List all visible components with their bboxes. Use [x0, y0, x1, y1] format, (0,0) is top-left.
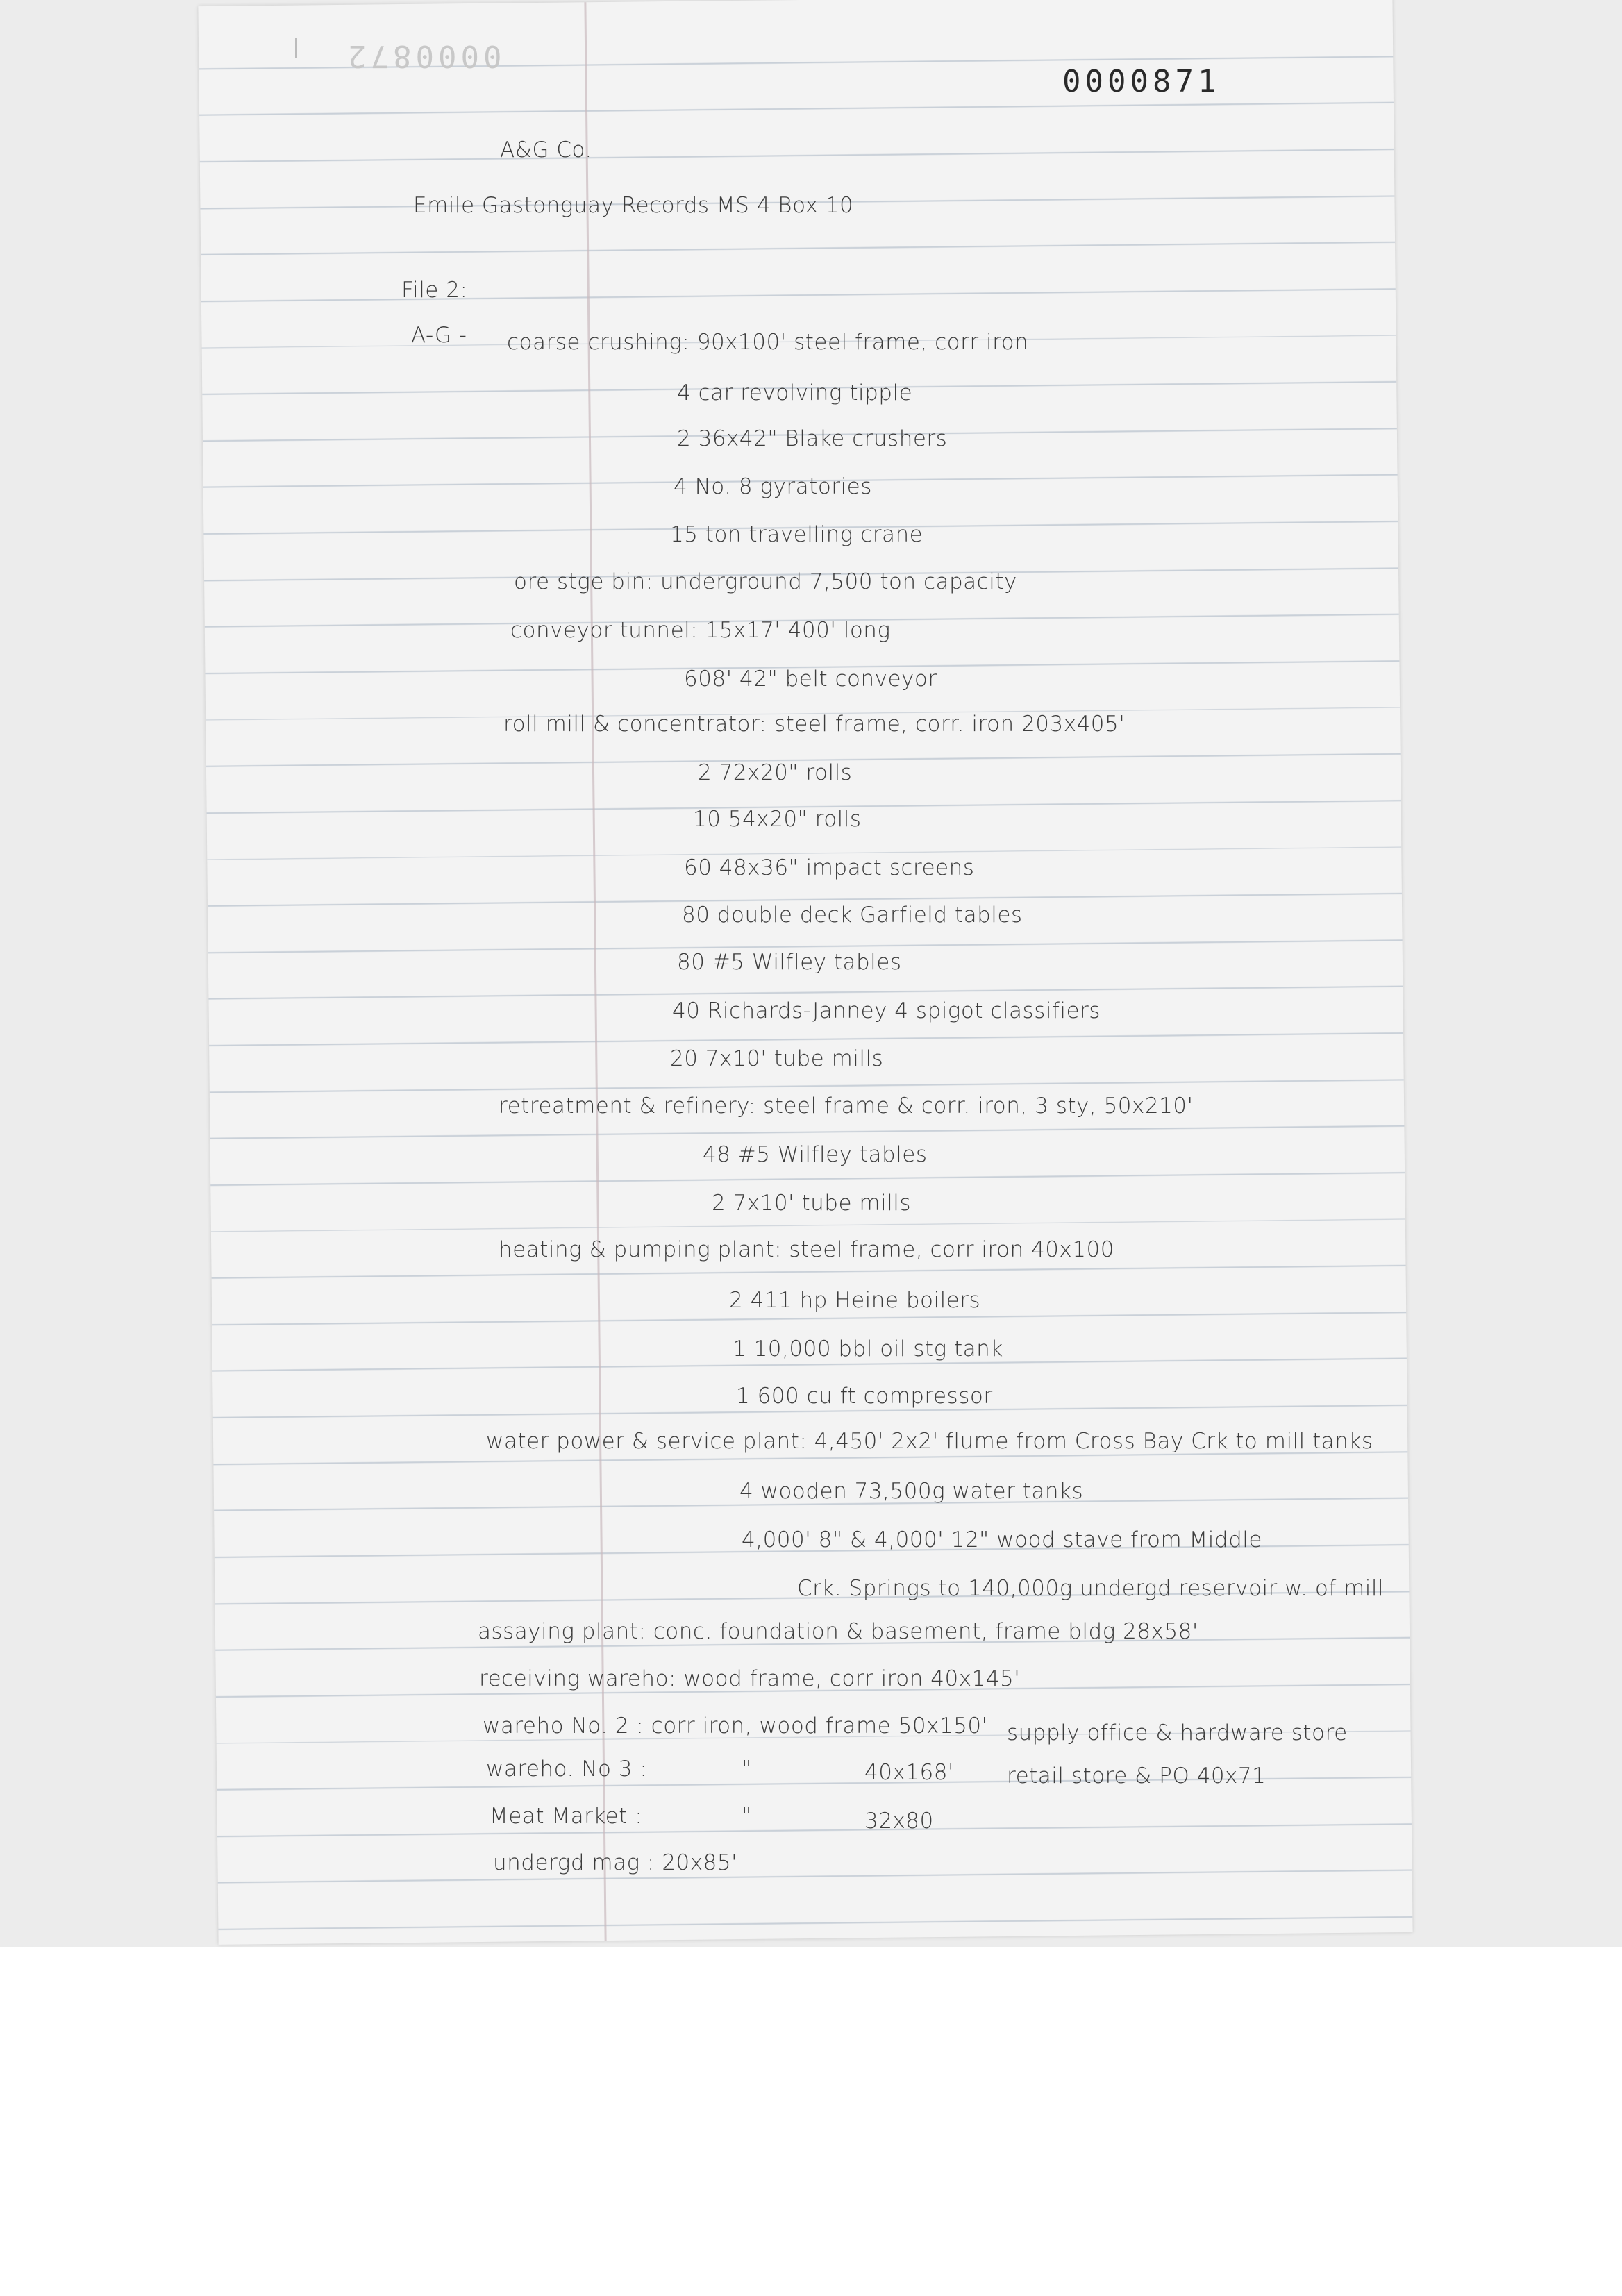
note-line: retreatment & refinery: steel frame & corr. iron, 3 sty, 50x210'	[499, 1093, 1194, 1118]
note-line: 10 54x20" rolls	[693, 807, 862, 832]
note-line: 4 No. 8 gyratories	[674, 474, 872, 499]
scan-mark	[295, 38, 297, 58]
note-line: heating & pumping plant: steel frame, corr iron 40x100	[499, 1237, 1114, 1262]
note-line: 608' 42" belt conveyor	[684, 667, 937, 692]
note-line: 60 48x36" impact screens	[684, 855, 975, 880]
note-line: 2 36x42" Blake crushers	[677, 426, 948, 451]
note-line: 20 7x10' tube mills	[670, 1046, 884, 1071]
section-label: A-G -	[411, 323, 467, 348]
note-line: 40 Richards-Janney 4 spigot classifiers	[672, 998, 1101, 1023]
note-line: undergd mag : 20x85'	[493, 1850, 738, 1875]
margin-rule	[584, 2, 606, 1941]
note-line: 80 double deck Garfield tables	[682, 903, 1023, 928]
note-line: 4 car revolving tipple	[677, 380, 913, 405]
ditto-mark: "	[742, 1757, 752, 1782]
document-stamp-number: 0000871	[1062, 64, 1221, 99]
note-line: supply office & hardware store	[1007, 1720, 1348, 1745]
records-heading: Emile Gastonguay Records MS 4 Box 10	[413, 193, 854, 218]
note-line: 4 wooden 73,500g water tanks	[739, 1479, 1084, 1504]
note-line: 48 #5 Wilfley tables	[703, 1142, 928, 1167]
note-line: Crk. Springs to 140,000g undergd reservoir w. of mill	[797, 1576, 1385, 1601]
note-line: 1 600 cu ft compressor	[736, 1384, 993, 1409]
note-line: roll mill & concentrator: steel frame, corr. iron 203x405'	[503, 712, 1126, 737]
company-name: A&G Co.	[500, 137, 592, 162]
note-line: receiving wareho: wood frame, corr iron 40x145'	[479, 1666, 1021, 1691]
note-line: ore stge bin: underground 7,500 ton capacity	[514, 569, 1017, 594]
note-line: assaying plant: conc. foundation & basement, frame bldg 28x58'	[478, 1619, 1198, 1644]
note-line: 2 72x20" rolls	[698, 760, 853, 785]
note-line: 2 411 hp Heine boilers	[729, 1288, 981, 1313]
ditto-mark: "	[742, 1804, 752, 1829]
note-line: 2 7x10' tube mills	[712, 1191, 912, 1216]
note-line: wareho. No 3 :	[486, 1757, 648, 1782]
note-line: retail store & PO 40x71	[1007, 1763, 1266, 1788]
note-line: 40x168'	[864, 1760, 954, 1785]
note-line: 80 #5 Wilfley tables	[677, 950, 902, 975]
bleed-through-stamp: 0000872	[344, 38, 502, 74]
note-line: 15 ton travelling crane	[670, 522, 923, 547]
note-line: water power & service plant: 4,450' 2x2' flume from Cross Bay Crk to mill tanks	[486, 1429, 1373, 1454]
note-line: conveyor tunnel: 15x17' 400' long	[510, 618, 891, 643]
note-line: 1 10,000 bbl oil stg tank	[733, 1336, 1003, 1361]
note-line: Meat Market :	[490, 1804, 643, 1829]
note-line: 32x80	[864, 1809, 934, 1834]
note-line: coarse crushing: 90x100' steel frame, corr iron	[507, 330, 1029, 355]
file-label: File 2:	[401, 278, 468, 303]
note-line: wareho No. 2 : corr iron, wood frame 50x150'	[483, 1713, 988, 1738]
note-line: 4,000' 8" & 4,000' 12" wood stave from Middle	[742, 1527, 1262, 1552]
